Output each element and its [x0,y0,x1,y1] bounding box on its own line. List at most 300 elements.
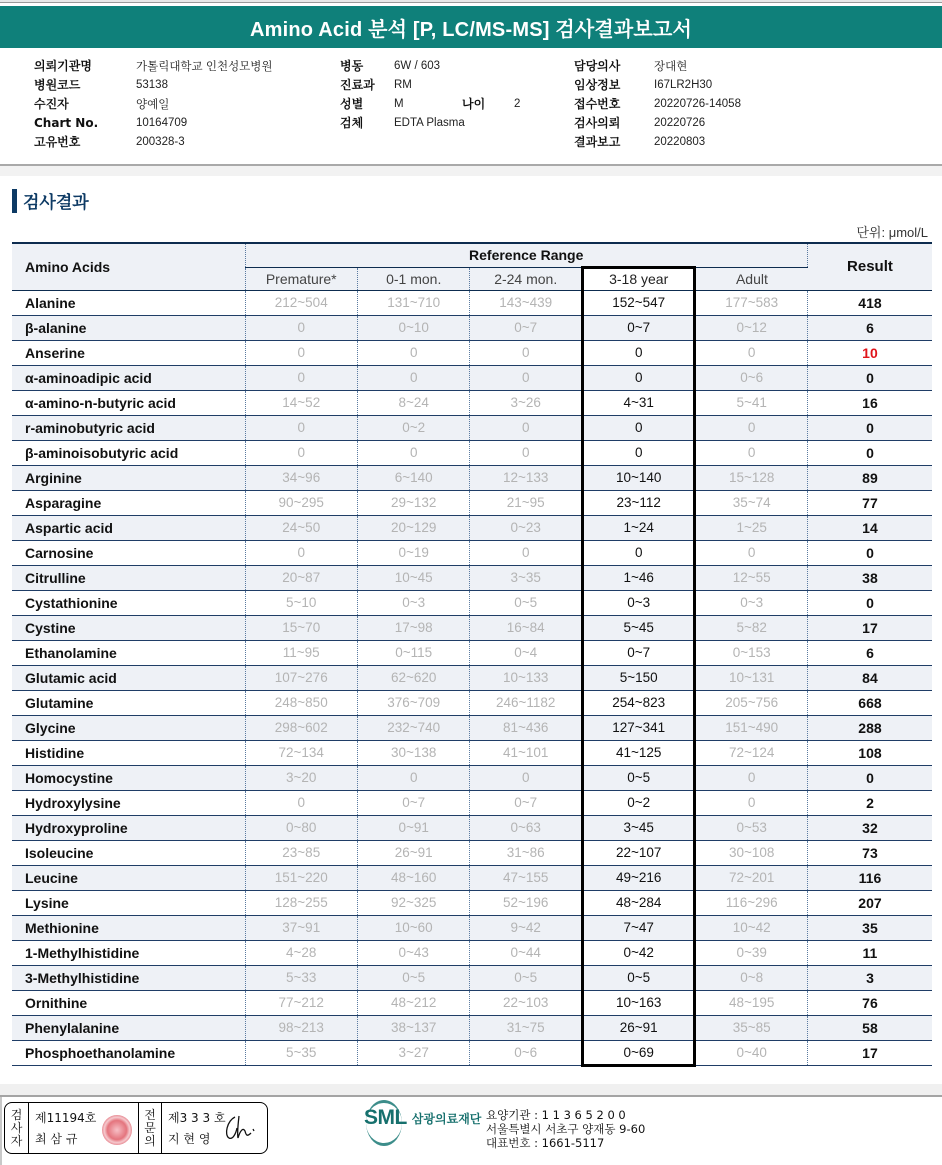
table-row [12,840,932,865]
reference-range-cell: 151~490 [725,720,779,735]
result-value: 76 [807,990,932,1015]
info-row [34,56,273,75]
reference-range-cell: 0 [245,365,357,390]
reference-range-cell: 152~547 [582,290,694,315]
info-row [574,113,741,132]
result-value: 288 [807,715,932,740]
table-row [12,490,932,515]
table-row [12,415,932,440]
requesting-institution: 가톨릭대학교 인천성모병원 [136,60,273,73]
reference-range-cell: 48~160 [357,865,469,890]
reference-range-cell: 1~46 [582,565,694,590]
reference-range-cell: 0~6 [740,370,764,385]
amino-acid-name: α-aminoadipic acid [25,369,152,386]
unique-number: 200328-3 [136,135,185,148]
info-label: 병동 [340,59,364,73]
reference-range-cell: 10~60 [357,915,469,940]
reference-range-cell: 14~52 [245,390,357,415]
result-value: 17 [807,615,932,640]
reference-range-cell: 0~91 [357,815,469,840]
table-row [12,815,932,840]
amino-acid-name: β-aminoisobutyric acid [25,444,179,461]
info-row [34,132,273,151]
examiner-license: 제11194호 [35,1111,97,1125]
result-value: 0 [807,540,932,565]
reference-range-cell: 127~341 [582,715,694,740]
specimen: EDTA Plasma [394,116,465,129]
reference-range-cell: 23~85 [245,840,357,865]
reference-range-cell: 0~115 [357,640,469,665]
table-row [12,665,932,690]
reference-range-cell: 107~276 [245,665,357,690]
age: 2 [514,97,521,110]
reference-range-cell: 0 [582,440,694,465]
amino-acid-name: Arginine [25,469,82,486]
table-row [12,990,932,1015]
reference-range-cell: 21~95 [470,490,582,515]
reference-range-cell: 10~140 [582,465,694,490]
reference-range-cell: 232~740 [357,715,469,740]
reference-range-cell: 0~7 [357,790,469,815]
info-label: Chart No. [34,115,99,130]
reference-range-cell: 0 [747,445,756,460]
table-row [12,590,932,615]
reference-range-cell: 0~7 [470,315,582,340]
result-value: 3 [807,965,932,990]
table-row [12,965,932,990]
amino-acid-name: Histidine [25,744,85,761]
reference-range-cell: 3~27 [357,1040,469,1065]
result-value: 6 [807,640,932,665]
attending-physician: 장대현 [654,60,688,73]
table-row [12,340,932,365]
reference-range-cell: 10~45 [357,565,469,590]
result-value: 6 [807,315,932,340]
result-value: 32 [807,815,932,840]
logo-arc-icon [366,1100,402,1146]
result-value: 58 [807,1015,932,1040]
reference-range-cell: 31~75 [470,1015,582,1040]
table-row [12,865,932,890]
table-row [12,615,932,640]
table-row [12,540,932,565]
reference-range-cell: 254~823 [582,690,694,715]
patient-info-col2 [340,56,520,132]
result-value: 0 [807,440,932,465]
result-value: 2 [807,790,932,815]
info-label: 검체 [340,116,364,130]
reference-range-cell: 0~4 [470,640,582,665]
info-row [574,75,741,94]
reference-range-cell: 0 [245,340,357,365]
result-value: 14 [807,515,932,540]
label-char: 문 [144,1120,156,1135]
amino-acid-name: Phosphoethanolamine [25,1044,176,1061]
reference-range-cell: 20~129 [357,515,469,540]
reference-range-cell: 0 [470,540,582,565]
col-header-adult: Adult [735,270,768,287]
reference-range-cell: 143~439 [470,290,582,315]
reference-range-cell: 0 [582,340,694,365]
reference-range-cell: 0~40 [736,1045,767,1060]
info-row [574,56,741,75]
result-value: 89 [807,465,932,490]
info-row [574,94,741,113]
specialist-license: 제3 3 3 호 [168,1111,226,1125]
amino-acid-name: Lysine [25,894,69,911]
reference-range-cell: 12~133 [470,465,582,490]
info-label: 성별 [340,97,364,111]
reference-range-cell: 177~583 [725,295,779,310]
table-row [12,915,932,940]
reference-range-cell: 5~45 [582,615,694,640]
result-value: 10 [807,340,932,365]
reference-range-cell: 8~24 [357,390,469,415]
amino-acid-name: α-amino-n-butyric acid [25,394,176,411]
patient-info-col3 [574,56,741,151]
reference-range-cell: 0 [245,540,357,565]
unit-label: 단위: μmol/L [856,225,928,240]
result-value: 668 [807,690,932,715]
age-label: 나이 [462,97,486,111]
reference-range-cell: 0~2 [357,415,469,440]
reference-range-cell: 5~150 [582,665,694,690]
reference-range-cell: 0~3 [740,595,764,610]
reference-range-cell: 31~86 [470,840,582,865]
examiner-name: 최 삼 규 [35,1132,78,1146]
reference-range-cell: 376~709 [357,690,469,715]
reference-range-cell: 0~19 [357,540,469,565]
reference-range-cell: 0~7 [582,315,694,340]
table-row [12,790,932,815]
label-char: 사 [10,1120,23,1135]
reference-range-cell: 0~42 [582,940,694,965]
reference-range-cell: 11~95 [245,640,357,665]
result-value: 11 [807,940,932,965]
result-value: 73 [807,840,932,865]
amino-acid-name: Glutamic acid [25,669,117,686]
reference-range-cell: 0~23 [470,515,582,540]
reference-range-cell: 0~7 [470,790,582,815]
amino-acid-name: β-alanine [25,319,87,336]
hospital-code: 53138 [136,78,168,91]
reference-range-cell: 26~91 [357,840,469,865]
request-date: 20220726 [654,116,706,129]
examiner-label [5,1103,29,1153]
signature-box [4,1102,268,1154]
reference-range-cell: 0 [582,365,694,390]
logo-text: SML [364,1106,407,1129]
amino-acid-name: Ethanolamine [25,644,117,661]
reference-range-cell: 17~98 [357,615,469,640]
reference-range-cell: 72~134 [245,740,357,765]
reference-range-cell: 12~55 [732,570,771,585]
col-header-amino-acids: Amino Acids [12,243,245,290]
reference-range-cell: 23~112 [582,490,694,515]
reference-range-cell: 0~5 [470,590,582,615]
col-header-3-18-year: 3-18 year [582,267,694,290]
result-value: 116 [807,865,932,890]
reference-range-cell: 0 [470,440,582,465]
phone-number: 대표번호 : 1661-5117 [486,1136,605,1150]
reference-range-cell: 212~504 [245,290,357,315]
reference-range-cell: 0~69 [582,1040,694,1065]
reference-range-cell: 0~80 [245,815,357,840]
chart-number: 10164709 [136,116,188,129]
result-value: 0 [807,590,932,615]
reference-range-cell: 48~195 [728,995,775,1010]
amino-acid-name: Homocystine [25,769,113,786]
amino-acid-name: Cystathionine [25,594,118,611]
result-value: 0 [807,415,932,440]
amino-acid-name: Asparagine [25,494,102,511]
info-label: 결과보고 [574,135,621,149]
reference-range-cell: 131~710 [357,290,469,315]
reference-range-cell: 6~140 [357,465,469,490]
info-label: 임상정보 [574,78,621,92]
reference-range-cell: 20~87 [245,565,357,590]
footer-divider [0,1095,942,1097]
amino-acid-name: Hydroxylysine [25,794,121,811]
reference-range-cell: 10~133 [470,665,582,690]
reference-range-cell: 298~602 [245,715,357,740]
reference-range-cell: 0 [245,790,357,815]
table-row [12,440,932,465]
reference-range-cell: 98~213 [245,1015,357,1040]
reference-range-cell: 0~7 [582,640,694,665]
reference-range-cell: 116~296 [725,895,778,910]
table-row [12,565,932,590]
reference-range-cell: 41~125 [582,740,694,765]
reference-range-cell: 0~53 [736,820,767,835]
result-value: 418 [807,290,932,315]
reference-range-cell: 72~201 [728,870,775,885]
reference-range-cell: 0~63 [470,815,582,840]
reference-range-cell: 0 [582,415,694,440]
reference-range-cell: 0~12 [736,320,767,335]
reference-range-cell: 5~82 [736,620,767,635]
info-label: 의뢰기관명 [34,59,92,73]
reference-range-cell: 15~128 [728,470,775,485]
reference-range-cell: 0~6 [470,1040,582,1065]
reference-range-cell: 41~101 [470,740,582,765]
amino-acid-name: 3-Methylhistidine [25,969,140,986]
reference-range-cell: 0 [470,765,582,790]
amino-acid-name: Leucine [25,869,78,886]
section-marker [12,189,17,213]
info-row [34,113,273,132]
reference-range-cell: 0 [582,540,694,565]
section-heading [12,188,89,213]
divider-band [0,166,942,176]
patient-name: 양예일 [136,98,170,111]
col-header-premature: Premature* [245,267,357,290]
reference-range-cell: 0~5 [470,965,582,990]
reference-range-cell: 0 [357,340,469,365]
sml-logo [364,1106,481,1130]
result-value: 38 [807,565,932,590]
result-value: 108 [807,740,932,765]
amino-acid-name: Phenylalanine [25,1019,120,1036]
red-seal-icon [102,1115,132,1145]
info-label: 검사의뢰 [574,116,621,130]
specialist-name: 지 현 영 [168,1132,211,1146]
result-value: 17 [807,1040,932,1065]
reference-range-cell: 0~43 [357,940,469,965]
reference-range-cell: 7~47 [582,915,694,940]
amino-acid-name: Aspartic acid [25,519,113,536]
reference-range-cell: 0~39 [736,945,767,960]
table-row [12,465,932,490]
info-row [340,75,520,94]
specialist-cell [162,1103,267,1153]
reference-range-cell: 0~3 [357,590,469,615]
sex: M [394,97,404,110]
amino-acid-name: r-aminobutyric acid [25,419,155,436]
reference-range-cell: 0~2 [582,790,694,815]
table-row [12,940,932,965]
col-header-reference-range: Reference Range [245,243,807,267]
reference-range-cell: 0~5 [582,765,694,790]
amino-acid-name: Glutamine [25,694,94,711]
reference-range-cell: 0 [747,795,756,810]
reference-range-cell: 38~137 [357,1015,469,1040]
label-char: 자 [10,1133,23,1148]
reference-range-cell: 0 [470,415,582,440]
reference-range-cell: 0~5 [582,965,694,990]
report-date: 20220803 [654,135,706,148]
reference-range-cell: 37~91 [245,915,357,940]
reference-range-cell: 10~42 [732,920,771,935]
reference-range-cell: 81~436 [470,715,582,740]
results-table [12,242,932,1067]
reference-range-cell: 24~50 [245,515,357,540]
table-row [12,640,932,665]
table-row [12,515,932,540]
sml-logo-mark [364,1106,407,1130]
reference-range-cell: 72~124 [728,745,775,760]
reference-range-cell: 0~5 [357,965,469,990]
institution-code: 요양기관 : 1 1 3 6 5 2 0 0 [486,1108,626,1122]
reference-range-cell: 5~35 [245,1040,357,1065]
info-row [340,113,520,132]
reference-range-cell: 48~212 [357,990,469,1015]
reference-range-cell: 0 [245,440,357,465]
result-value: 0 [807,765,932,790]
info-row [574,132,741,151]
label-char: 전 [144,1107,156,1122]
reference-range-cell: 3~45 [582,815,694,840]
reference-range-cell: 3~26 [470,390,582,415]
reference-range-cell: 151~220 [245,865,357,890]
patient-info-col1 [34,56,273,151]
reference-range-cell: 1~25 [736,520,767,535]
info-row [34,94,273,113]
result-value: 77 [807,490,932,515]
reference-range-cell: 5~10 [245,590,357,615]
result-value: 207 [807,890,932,915]
organization-name: 삼광의료재단 [411,1111,482,1126]
table-row [12,690,932,715]
table-row [12,365,932,390]
reference-range-cell: 15~70 [245,615,357,640]
footer-left-edge [0,1097,2,1165]
col-header-result: Result [807,243,932,290]
reference-range-cell: 0 [357,440,469,465]
table-row [12,1040,932,1065]
table-row [12,890,932,915]
reference-range-cell: 4~31 [582,390,694,415]
reference-range-cell: 62~620 [357,665,469,690]
reference-range-cell: 3~20 [245,765,357,790]
reference-range-cell: 29~132 [357,490,469,515]
reference-range-cell: 30~108 [728,845,775,860]
department: RM [394,78,412,91]
reference-range-cell: 77~212 [245,990,357,1015]
info-label: 고유번호 [34,135,81,149]
reference-range-cell: 246~1182 [470,690,582,715]
address-line: 서울특별시 서초구 양재동 9-60 [486,1122,646,1136]
reference-range-cell: 0 [245,315,357,340]
reference-range-cell: 0~153 [732,645,771,660]
reference-range-cell: 5~41 [736,395,767,410]
amino-acid-name: Carnosine [25,544,94,561]
reference-range-cell: 0 [470,365,582,390]
amino-acid-name: Glycine [25,719,76,736]
ward: 6W / 603 [394,59,441,72]
reference-range-cell: 0~10 [357,315,469,340]
amino-acid-name: Citrulline [25,569,86,586]
reference-range-cell: 22~103 [470,990,582,1015]
amino-acid-name: Isoleucine [25,844,94,861]
reference-range-cell: 0 [747,420,756,435]
specialist-label [138,1103,162,1153]
reference-range-cell: 1~24 [582,515,694,540]
info-row [340,94,520,113]
reference-range-cell: 0 [470,340,582,365]
result-value: 35 [807,915,932,940]
table-row [12,1015,932,1040]
table-row [12,765,932,790]
reference-range-cell: 47~155 [470,865,582,890]
reference-range-cell: 0 [357,365,469,390]
amino-acid-name: 1-Methylhistidine [25,944,140,961]
receipt-number: 20220726-14058 [654,97,741,110]
reference-range-cell: 205~756 [725,695,779,710]
reference-range-cell: 128~255 [245,890,357,915]
reference-range-cell: 92~325 [357,890,469,915]
reference-range-cell: 49~216 [582,865,694,890]
report-title-bar [0,6,942,48]
amino-acid-name: Alanine [25,294,76,311]
reference-range-cell: 0 [747,545,756,560]
table-row [12,315,932,340]
label-char: 의 [144,1133,156,1148]
reference-range-cell: 5~33 [245,965,357,990]
reference-range-cell: 0~8 [740,970,764,985]
amino-acid-name: Methionine [25,919,99,936]
reference-range-cell: 0 [747,770,756,785]
section-title: 검사결과 [23,193,89,213]
col-header-2-24-mon: 2-24 mon. [470,267,582,290]
result-value: 0 [807,365,932,390]
info-row [340,56,520,75]
examiner-cell [29,1103,138,1153]
info-label: 수진자 [34,97,69,111]
amino-acid-name: Anserine [25,344,85,361]
amino-acid-name: Hydroxyproline [25,819,128,836]
info-row [34,75,273,94]
